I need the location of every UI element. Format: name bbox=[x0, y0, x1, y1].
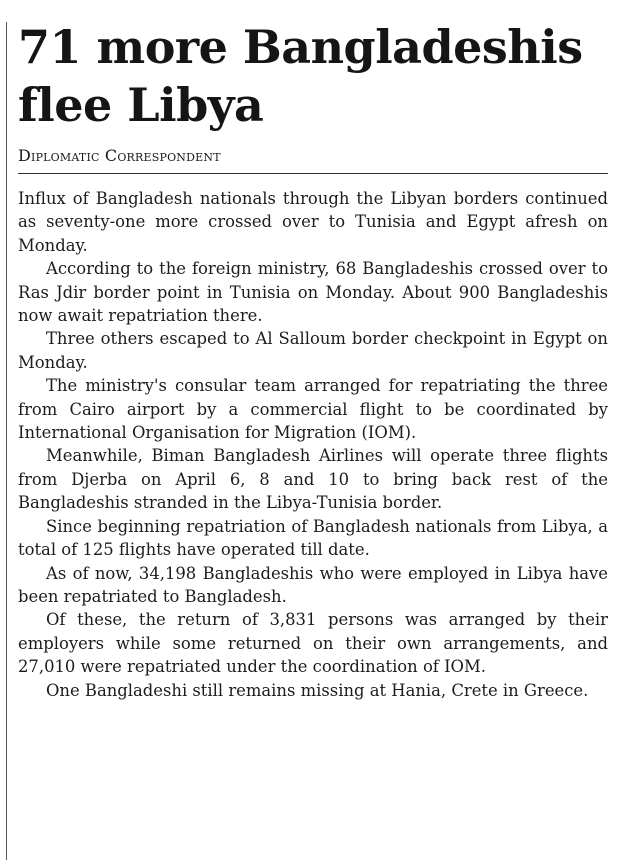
headline-line-1: 71 more Bangladeshis bbox=[18, 20, 583, 74]
paragraph-1: Influx of Bangladesh nationals through the Libyan borders continued as seventy-one more crossed over to Tunisia and Egypt afresh on Monday. bbox=[18, 189, 608, 255]
byline: Diplomatic Correspondent bbox=[18, 146, 608, 174]
headline-line-2: flee Libya bbox=[18, 78, 264, 132]
paragraph-5: Meanwhile, Biman Bangladesh Airlines will operate three flights from Djerba on April 6, 8 and 10 to bring back rest of the Bangladeshis stranded in the Libya-Tunisia border. bbox=[18, 446, 608, 513]
paragraph-2: According to the foreign ministry, 68 Bangladeshis crossed over to Ras Jdir border point in Tunisia on Monday. About 900 Bangladeshis now await repatriation there. bbox=[18, 259, 608, 326]
paragraph-3: Three others escaped to Al Salloum border checkpoint in Egypt on Monday. bbox=[18, 329, 608, 372]
news-article bbox=[18, 18, 608, 702]
paragraph-7: As of now, 34,198 Bangladeshis who were employed in Libya have been repatriated to Bangladesh. bbox=[18, 563, 608, 606]
paragraph-9: One Bangladeshi still remains missing at Hania, Crete in Greece. bbox=[46, 680, 589, 700]
paragraph-6: Since beginning repatriation of Bangladesh nationals from Libya, a total of 125 flights have operated till date. bbox=[18, 516, 608, 560]
paragraph-8: Of these, the return of 3,831 persons was arranged by their employers while some returned on their own arrangements, and 27,010 were repatriated under the coordination of IOM. bbox=[18, 610, 608, 677]
column-rule bbox=[6, 22, 7, 860]
headline bbox=[18, 18, 608, 134]
paragraph-4: The ministry's consular team arranged for repatriating the three from Cairo airport by a commercial flight to be coordinated by International Organisation for Migration (IOM). bbox=[18, 376, 608, 443]
article-body bbox=[18, 187, 608, 702]
